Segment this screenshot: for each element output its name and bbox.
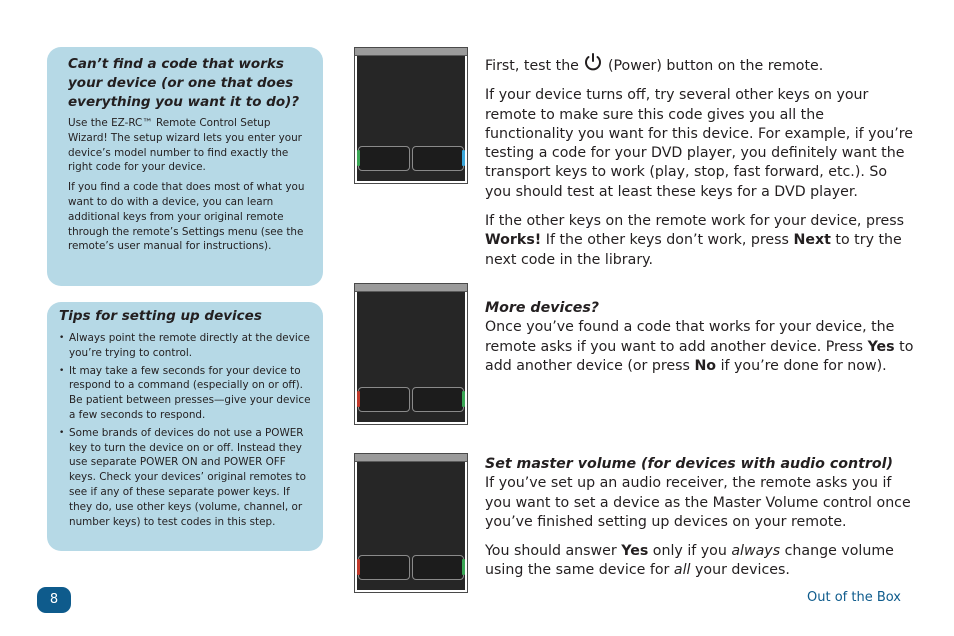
paragraph: [485, 212, 915, 270]
left-indicator: [357, 150, 360, 166]
tip-item: • Some brands of devices do not use a POWER key to turn the device on or off. Instead they use separate POWER ON and POWER OFF keys. Check your devices’ original remotes to see if any of these separate power keys. If they do, use other keys (volume, channel, or number keys) to test codes in this step.: [59, 426, 315, 530]
instruction-line: [485, 52, 915, 76]
box-paragraph: Use the EZ-RC™ Remote Control Setup Wizard! The setup wizard lets you enter your device’s model number to find exactly the right code for your device.: [68, 117, 302, 174]
box-paragraph: If you find a code that does most of what you want to do with a device, you can learn additional keys from your original remote through the remote’s Settings menu (see the remote’s user manual for instructions).: [68, 181, 305, 253]
text-run: Once you’ve found a code that works for your device, the remote asks if you want to add another device. Press: [485, 319, 895, 355]
soft-key-left: [358, 555, 410, 580]
soft-key-right: [412, 555, 464, 580]
text-run: You should answer: [485, 543, 617, 560]
text-run: change volume using the same device for: [485, 543, 894, 579]
soft-key-left: [358, 146, 410, 171]
paragraph: [485, 542, 915, 581]
left-indicator: [357, 391, 360, 407]
remote-screen-illustration: [354, 47, 468, 184]
text-run: First, test the: [485, 58, 579, 74]
right-indicator: [462, 391, 465, 407]
soft-key-left: [358, 387, 410, 412]
box-title: Can’t find a code that works your device (or one that does everything you want it to do)?: [68, 56, 300, 110]
power-icon: [583, 52, 603, 72]
box-title: Tips for setting up devices: [59, 308, 262, 324]
soft-key-right: [412, 387, 464, 412]
text-run: to try the next code in the library.: [485, 232, 902, 268]
remote-screen-illustration: [354, 453, 468, 593]
screen-title-bar: [355, 454, 467, 462]
sidebar-box-code-help: [47, 47, 323, 286]
section-heading: Set master volume (for devices with audio control): [485, 456, 893, 472]
section-more-devices: [485, 299, 915, 376]
remote-screen-illustration: [354, 283, 468, 425]
paragraph: If your device turns off, try several other keys on your remote to make sure this code gives you all the functionality you want for this device. For example, if you’re testing a code for your DVD player, you definitely want the transport keys to work (play, stop, fast forward, etc.). So you should test at least these keys for a DVD player.: [485, 87, 914, 200]
text-run: only if you: [652, 543, 727, 560]
tip-item: • Always point the remote directly at the device you’re trying to control.: [59, 331, 315, 361]
yes-key-label: Yes: [867, 338, 895, 355]
section-heading: More devices?: [485, 300, 600, 316]
section-name: Out of the Box: [807, 590, 901, 605]
section-test-power: [485, 52, 915, 270]
text-run: your devices.: [695, 562, 790, 579]
screen-title-bar: [355, 284, 467, 292]
emphasis: always: [731, 543, 781, 560]
sidebar-box-tips: [47, 302, 323, 551]
section-master-volume: [485, 455, 915, 581]
page-number: 8: [37, 587, 71, 613]
paragraph: If you’ve set up an audio receiver, the remote asks you if you want to set a device as the Master Volume control once you’ve finished setting up devices on your remote.: [485, 475, 911, 530]
works-key-label: Works!: [485, 232, 542, 249]
left-indicator: [357, 559, 360, 575]
tip-item: • It may take a few seconds for your device to respond to a command (especially on or off). Be patient between presses—give your device a few seconds to respond.: [59, 364, 315, 423]
soft-key-right: [412, 146, 464, 171]
text-run: (Power) button on the remote.: [607, 58, 824, 74]
screen-title-bar: [355, 48, 467, 56]
right-indicator: [462, 150, 465, 166]
text-run: If the other keys don’t work, press: [545, 232, 789, 249]
text-run: to add another device (or press: [485, 338, 914, 374]
text-run: if you’re done for now).: [720, 357, 887, 374]
tips-list: [59, 331, 315, 529]
text-run: If the other keys on the remote work for your device, press: [485, 213, 904, 230]
right-indicator: [462, 559, 465, 575]
emphasis: all: [673, 562, 691, 579]
yes-key-label: Yes: [621, 543, 649, 560]
no-key-label: No: [694, 357, 717, 374]
next-key-label: Next: [793, 232, 831, 249]
paragraph: [485, 318, 915, 376]
